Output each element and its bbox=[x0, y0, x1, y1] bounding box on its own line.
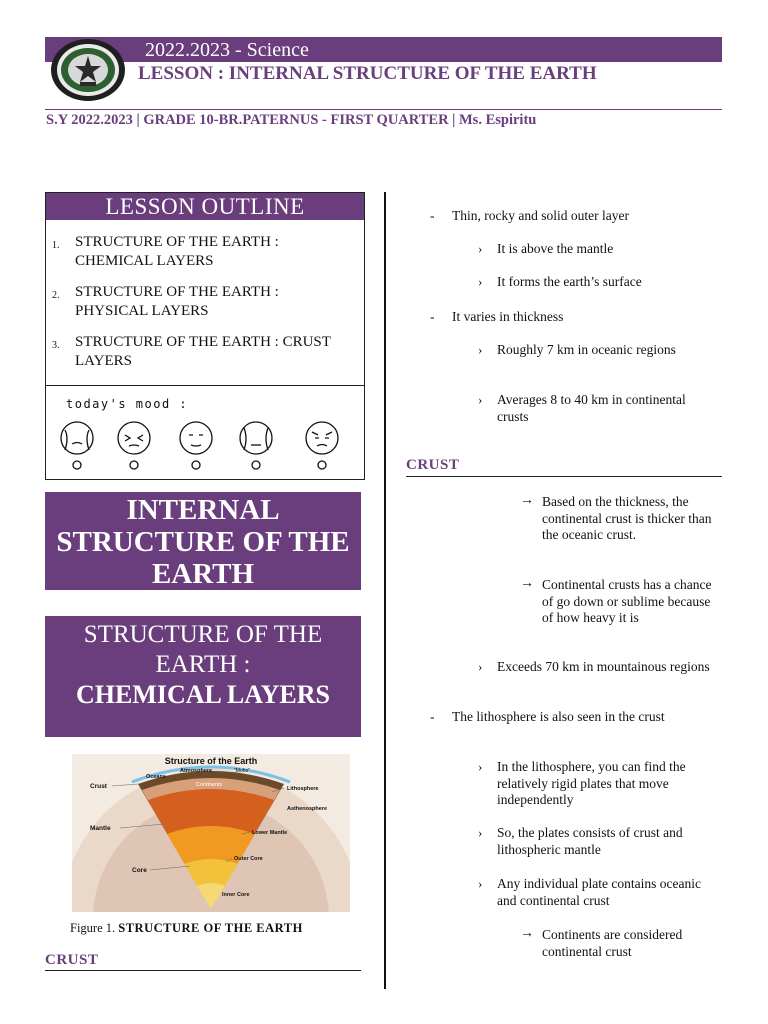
figure-label-outer-core: Outer Core bbox=[234, 856, 263, 862]
column-divider bbox=[384, 192, 386, 989]
bullet-dash: - bbox=[430, 709, 435, 724]
arrow-bullet-thickness: Based on the thickness, the continental crust is thicker than the oceanic crust. bbox=[542, 494, 712, 542]
figure-label-moho: "Moho" bbox=[234, 768, 251, 774]
figure-label-continents: Continents bbox=[196, 782, 223, 788]
figure-label-crust: Crust bbox=[90, 783, 107, 790]
sleepy-face-icon bbox=[118, 422, 150, 469]
internal-structure-banner bbox=[45, 492, 361, 590]
chevron-icon: › bbox=[478, 825, 483, 840]
outline-item-text: STRUCTURE OF THE EARTH : CHEMICAL LAYERS bbox=[75, 234, 279, 269]
mood-label: today's mood : bbox=[66, 397, 189, 411]
sub-bullet-forms-surface: It forms the earth’s surface bbox=[497, 274, 642, 289]
figure-label-oceans: Oceans bbox=[146, 774, 166, 780]
sub-bullet-above-mantle: It is above the mantle bbox=[497, 241, 614, 256]
figure-label-inner-core: Inner Core bbox=[222, 892, 250, 898]
crying-face-icon bbox=[61, 422, 93, 469]
arrow-bullet-continental-crusts: Continental crusts has a chance of go down or sublime because of how heavy it is bbox=[542, 577, 712, 625]
figure-caption bbox=[70, 921, 303, 936]
bullet-dash: - bbox=[430, 309, 435, 324]
sub-bullet-oceanic-thickness: Roughly 7 km in oceanic regions bbox=[497, 342, 676, 357]
internal-structure-title: INTERNAL STRUCTURE OF THE EARTH bbox=[56, 494, 350, 590]
chevron-icon: › bbox=[478, 392, 483, 407]
chevron-icon: › bbox=[478, 241, 483, 256]
bullet-dash: - bbox=[430, 208, 435, 223]
outline-item-number: 1. bbox=[52, 240, 60, 251]
outline-item-number: 2. bbox=[52, 290, 60, 301]
chemical-layers-heading: STRUCTURE OF THE EARTH : bbox=[83, 621, 323, 678]
figure-caption-prefix: Figure 1. bbox=[70, 921, 116, 935]
bullet-lithosphere: The lithosphere is also seen in the crust bbox=[452, 709, 665, 724]
sub-bullet-plates-consist: So, the plates consists of crust and lithospheric mantle bbox=[497, 825, 683, 857]
chemical-layers-subheading: CHEMICAL LAYERS bbox=[75, 680, 331, 709]
figure-label-asthenosphere: Asthenosphere bbox=[287, 806, 328, 812]
chevron-icon: › bbox=[478, 274, 483, 289]
bullet-thin-rocky: Thin, rocky and solid outer layer bbox=[452, 208, 629, 223]
neutral-face-icon bbox=[180, 422, 212, 469]
header-year-title: 2022.2023 - Science bbox=[145, 39, 309, 61]
chevron-icon: › bbox=[478, 342, 483, 357]
outline-item-text: STRUCTURE OF THE EARTH : PHYSICAL LAYERS bbox=[75, 284, 279, 319]
sub-bullet-continental-thickness: Averages 8 to 40 km in continental crusts bbox=[497, 392, 686, 424]
crust-heading-right: CRUST bbox=[406, 457, 460, 473]
arrow-right-icon: → bbox=[520, 493, 534, 508]
sad-face-icon bbox=[240, 422, 272, 469]
header-divider bbox=[45, 109, 722, 110]
earth-structure-figure bbox=[72, 754, 350, 912]
figure-label-lithosphere: Lithosphere bbox=[287, 786, 319, 792]
sub-bullet-mountainous: Exceeds 70 km in mountainous regions bbox=[497, 659, 710, 674]
crust-heading-right-underline bbox=[406, 476, 722, 477]
lesson-outline-title: LESSON OUTLINE bbox=[46, 193, 364, 220]
outline-item-text: STRUCTURE OF THE EARTH : CRUST LAYERS bbox=[75, 334, 331, 369]
crust-heading-left-underline bbox=[45, 970, 361, 971]
figure-label-mantle: Mantle bbox=[90, 825, 111, 832]
school-seal-logo bbox=[50, 38, 126, 102]
figure-label-lower-mantle: Lower Mantle bbox=[252, 830, 288, 836]
lesson-title: LESSON : INTERNAL STRUCTURE OF THE EARTH bbox=[138, 63, 597, 84]
arrow-right-icon: → bbox=[520, 576, 534, 591]
sub-bullet-rigid-plates: In the lithosphere, you can find the relatively rigid plates that move independently bbox=[497, 759, 686, 807]
chevron-icon: › bbox=[478, 659, 483, 674]
figure-caption-title: STRUCTURE OF THE EARTH bbox=[118, 921, 303, 935]
angry-face-icon bbox=[306, 422, 338, 469]
bullet-varies-thickness: It varies in thickness bbox=[452, 309, 564, 324]
crust-heading-left: CRUST bbox=[45, 952, 99, 968]
outline-divider bbox=[46, 385, 364, 386]
chevron-icon: › bbox=[478, 759, 483, 774]
chemical-layers-banner bbox=[45, 616, 361, 737]
figure-label-atmosphere: Atmosphere bbox=[180, 768, 213, 774]
chevron-icon: › bbox=[478, 876, 483, 891]
mood-tracker bbox=[50, 418, 360, 474]
class-info: S.Y 2022.2023 | GRADE 10-BR.PATERNUS - FIRST QUARTER | Ms. Espiritu bbox=[46, 112, 537, 128]
arrow-right-icon: → bbox=[520, 926, 534, 941]
arrow-bullet-continents: Continents are considered continental crust bbox=[542, 927, 683, 959]
figure-title: Structure of the Earth bbox=[164, 756, 258, 766]
outline-item-number: 3. bbox=[52, 340, 60, 351]
sub-bullet-individual-plate: Any individual plate contains oceanic and continental crust bbox=[497, 876, 701, 908]
figure-label-core: Core bbox=[132, 867, 147, 874]
